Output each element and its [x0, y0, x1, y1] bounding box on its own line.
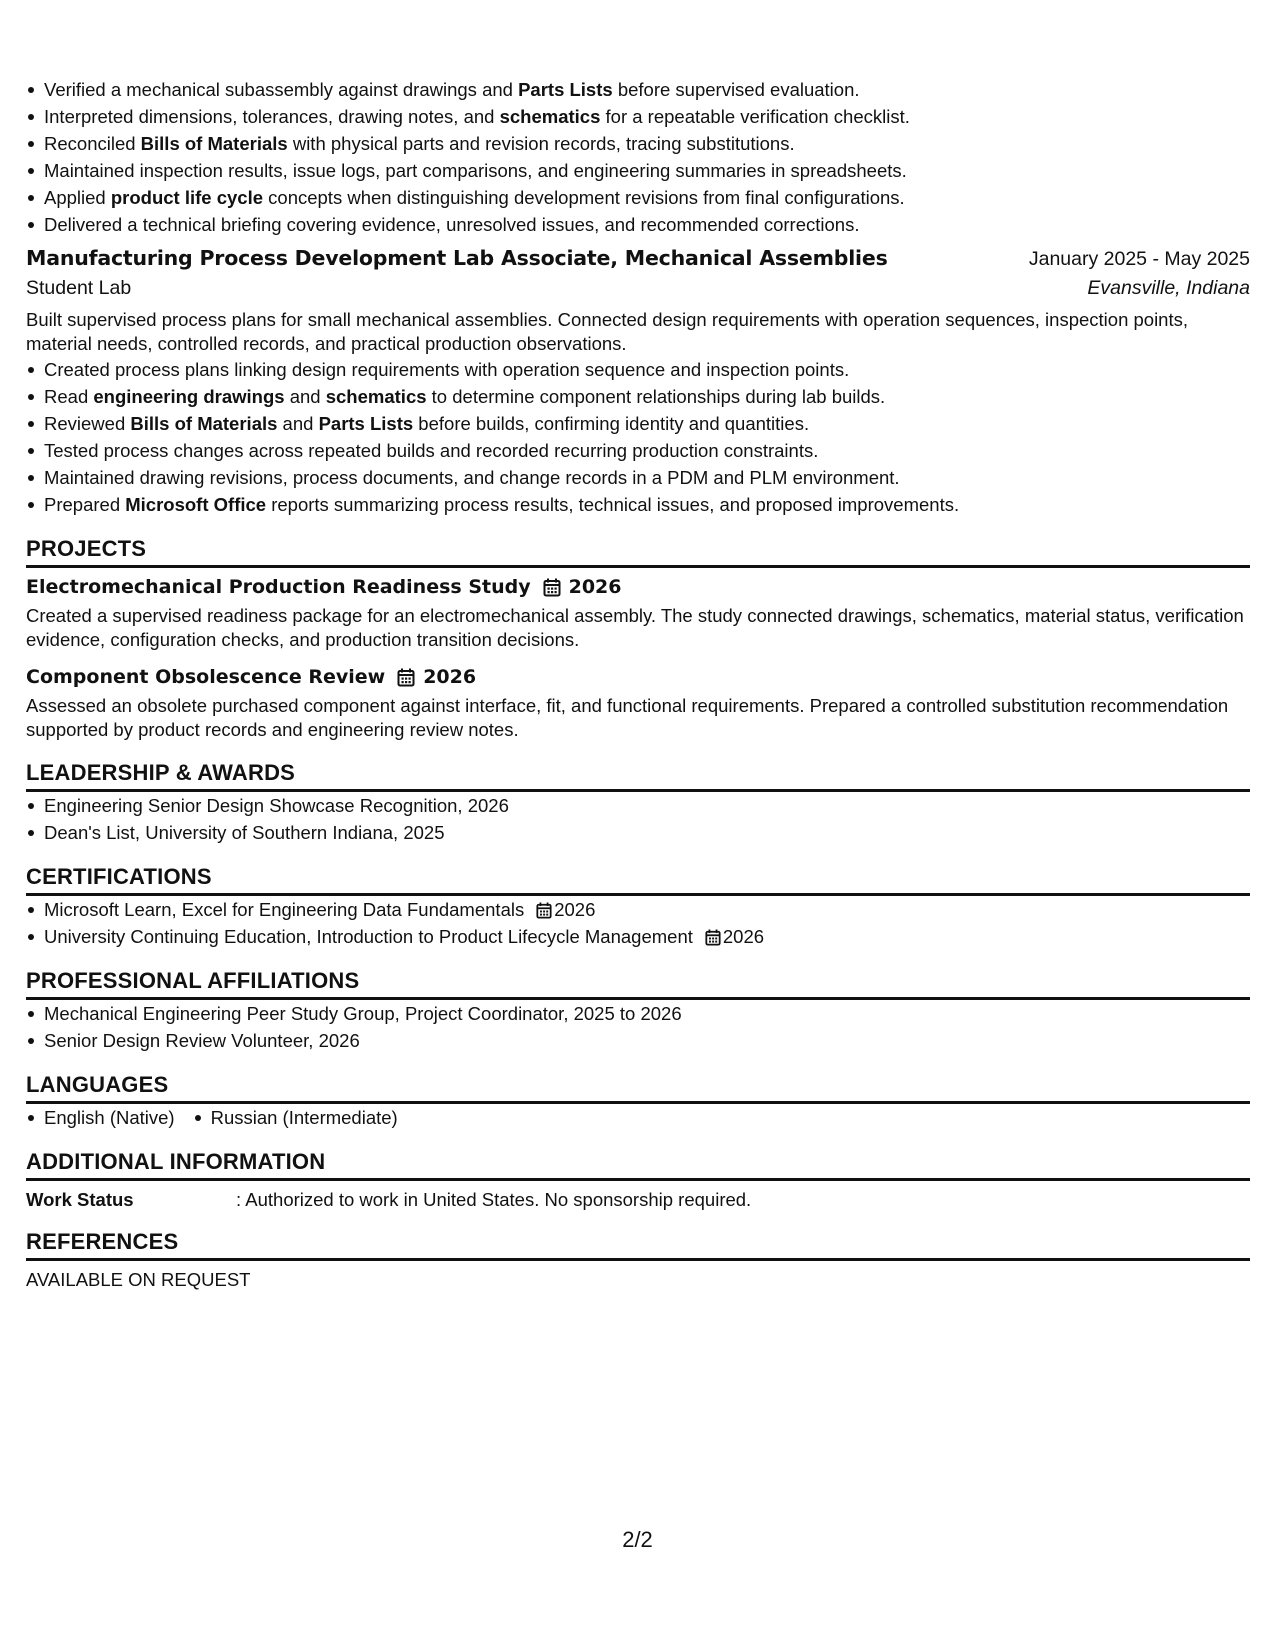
bullet-text: with physical parts and revision records, tracing substitutions. — [287, 133, 795, 154]
leadership-list — [26, 792, 1250, 846]
bullet-keyword: Bills of Materials — [130, 413, 278, 434]
affiliations-list — [26, 1000, 1250, 1054]
project-description: Assessed an obsolete purchased component against interface, fit, and functional requirements. Prepared a controlled substitution recommendation supported by product records and engineering review notes. — [26, 695, 1229, 740]
job-subheader — [26, 277, 1250, 300]
list-item: Engineering Senior Design Showcase Recognition, 2026 — [44, 792, 1250, 819]
job-location: Evansville, Indiana — [1087, 277, 1250, 299]
bullet-text: for a repeatable verification checklist. — [600, 106, 910, 127]
language-item: English (Native) — [44, 1104, 175, 1131]
bullet-text: and — [277, 413, 319, 434]
project-year: 2026 — [568, 576, 622, 598]
work-status-value: : Authorized to work in United States. No sponsorship required. — [236, 1189, 752, 1210]
bullet — [44, 437, 1250, 464]
work-status-row — [26, 1189, 1250, 1211]
bullet-text: before supervised evaluation. — [612, 79, 860, 100]
bullet-text: Read — [44, 386, 94, 407]
calendar-icon — [536, 902, 552, 919]
bullet-text: Created process plans linking design requirements with operation sequence and inspection points. — [44, 359, 850, 380]
job-organization: Student Lab — [26, 277, 132, 299]
bullet-text: and — [284, 386, 326, 407]
bullet-keyword: Parts Lists — [318, 413, 414, 434]
project-header — [26, 666, 1250, 688]
bullet-text: Reviewed — [44, 413, 131, 434]
certification-year: 2026 — [554, 899, 596, 920]
bullet — [44, 157, 1250, 184]
list-item: Senior Design Review Volunteer, 2026 — [44, 1027, 1250, 1054]
bullet-text: Tested process changes across repeated builds and recorded recurring production constraints. — [44, 440, 819, 461]
project-title: Component Obsolescence Review — [26, 666, 386, 688]
list-item: Dean's List, University of Southern Indiana, 2025 — [44, 819, 1250, 846]
section-heading-languages: LANGUAGES — [26, 1072, 1250, 1104]
bullet-text: Maintained inspection results, issue logs, part comparisons, and engineering summaries in spreadsheets. — [44, 160, 907, 181]
list-item — [44, 896, 1250, 923]
section-heading-projects: PROJECTS — [26, 536, 1250, 568]
bullet — [44, 76, 1250, 103]
previous-job-bullets — [26, 76, 1250, 238]
project-header — [26, 576, 1250, 598]
bullet — [44, 184, 1250, 211]
bullet-text: to determine component relationships during lab builds. — [426, 386, 886, 407]
language-item: Russian (Intermediate) — [211, 1104, 398, 1131]
bullet — [44, 130, 1250, 157]
bullet-text: before builds, confirming identity and quantities. — [413, 413, 810, 434]
section-heading-certifications: CERTIFICATIONS — [26, 864, 1250, 896]
bullet-keyword: engineering drawings — [93, 386, 285, 407]
bullet — [44, 211, 1250, 238]
bullet-text: Reconciled — [44, 133, 141, 154]
bullet-keyword: Bills of Materials — [140, 133, 288, 154]
list-item: Mechanical Engineering Peer Study Group, Project Coordinator, 2025 to 2026 — [44, 1000, 1250, 1027]
page-number: 2/2 — [622, 1527, 653, 1552]
bullet-text: Delivered a technical briefing covering evidence, unresolved issues, and recommended corrections. — [44, 214, 860, 235]
bullet-keyword: product life cycle — [110, 187, 264, 208]
bullet-text: Maintained drawing revisions, process documents, and change records in a PDM and PLM environment. — [44, 467, 900, 488]
bullet-text: Applied — [44, 187, 111, 208]
bullet-keyword: Microsoft Office — [125, 494, 267, 515]
bullet-text: Prepared — [44, 494, 126, 515]
section-heading-additional-information: ADDITIONAL INFORMATION — [26, 1149, 1250, 1181]
bullet — [44, 356, 1250, 383]
certifications-list — [26, 896, 1250, 950]
bullet — [44, 103, 1250, 130]
certification-year: 2026 — [722, 926, 765, 947]
bullet-keyword: schematics — [499, 106, 601, 127]
job-bullets — [26, 356, 1250, 518]
languages-list — [26, 1104, 1250, 1131]
bullet-text: concepts when distinguishing development revisions from final configurations. — [263, 187, 905, 208]
list-item — [44, 923, 1250, 950]
section-heading-leadership: LEADERSHIP & AWARDS — [26, 760, 1250, 792]
section-heading-affiliations: PROFESSIONAL AFFILIATIONS — [26, 968, 1250, 1000]
calendar-icon — [397, 668, 415, 687]
resume-page-2 — [26, 76, 1250, 1291]
bullet-text: Verified a mechanical subassembly against drawings and — [44, 79, 519, 100]
bullet — [44, 383, 1250, 410]
job-dates: January 2025 - May 2025 — [1028, 248, 1250, 270]
project-description: Created a supervised readiness package for an electromechanical assembly. The study connected drawings, schematics, material status, verification evidence, configuration checks, and production transition decisions. — [26, 605, 1244, 650]
work-status-label: Work Status — [26, 1189, 134, 1210]
certification-name: Microsoft Learn, Excel for Engineering Data Fundamentals — [44, 899, 525, 920]
job-summary: Built supervised process plans for small mechanical assemblies. Connected design requirements with operation sequences, inspection points, material needs, controlled records, and practical production observations. — [26, 309, 1189, 354]
bullet — [44, 410, 1250, 437]
bullet — [44, 491, 1250, 518]
calendar-icon — [705, 929, 721, 946]
job-header — [26, 246, 1250, 271]
calendar-icon — [543, 578, 561, 597]
project-year: 2026 — [423, 666, 477, 688]
bullet-keyword: schematics — [325, 386, 427, 407]
references-text: AVAILABLE ON REQUEST — [26, 1269, 251, 1290]
section-heading-references: REFERENCES — [26, 1229, 1250, 1261]
bullet-text: Interpreted dimensions, tolerances, drawing notes, and — [44, 106, 500, 127]
bullet-keyword: Parts Lists — [518, 79, 613, 100]
certification-name: University Continuing Education, Introduction to Product Lifecycle Management — [44, 926, 693, 947]
bullet-text: reports summarizing process results, technical issues, and proposed improvements. — [266, 494, 960, 515]
job-title: Manufacturing Process Development Lab Associate, Mechanical Assemblies — [26, 246, 888, 270]
project-title: Electromechanical Production Readiness Study — [26, 576, 531, 598]
bullet — [44, 464, 1250, 491]
